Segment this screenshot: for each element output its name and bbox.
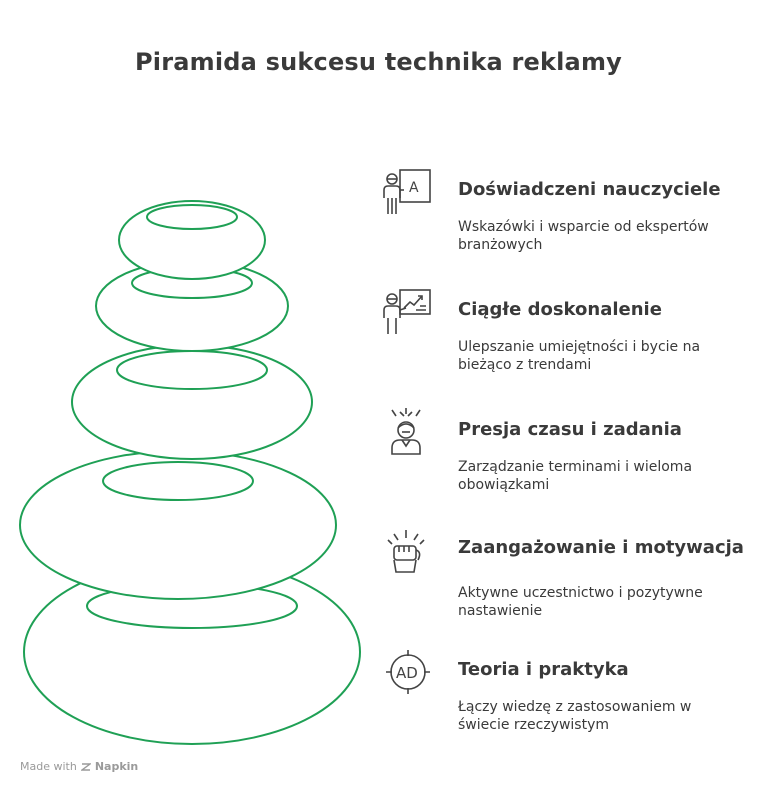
item-description: Aktywne uczestnictwo i pozytywne nastawienie	[458, 585, 703, 619]
presentation-growth-icon	[380, 288, 432, 340]
svg-text:A: A	[409, 180, 419, 196]
stressed-person-icon	[380, 408, 432, 460]
ring-level-3-inner	[117, 351, 267, 389]
napkin-brand: Napkin	[94, 760, 139, 773]
page-title: Piramida sukcesu technika reklamy	[134, 48, 622, 76]
item-title: Doświadczeni nauczyciele	[458, 179, 721, 200]
item-description: Łączy wiedzę z zastosowaniem w świecie rzeczywistym	[458, 699, 692, 733]
made-with-label: Made with	[20, 760, 77, 773]
item-title: Teoria i praktyka	[458, 659, 629, 680]
footer-branding	[20, 760, 138, 773]
ring-level-4-inner	[103, 462, 253, 500]
item-title: Presja czasu i zadania	[458, 419, 682, 440]
item-title: Ciągłe doskonalenie	[458, 299, 662, 320]
item-title: Zaangażowanie i motywacja	[458, 537, 744, 558]
item-description: Wskazówki i wsparcie od ekspertów branżowych	[458, 219, 709, 253]
raised-fist-icon	[380, 526, 432, 578]
ring-level-1-inner	[147, 205, 237, 229]
item-description: Ulepszanie umiejętności i bycie na bieżąco z trendami	[458, 339, 701, 373]
ad-target-icon	[380, 648, 432, 700]
svg-text:AD: AD	[396, 664, 418, 682]
item-description: Zarządzanie terminami i wieloma obowiązkami	[458, 459, 693, 493]
teacher-icon	[380, 168, 432, 220]
napkin-logo-icon	[81, 762, 91, 772]
